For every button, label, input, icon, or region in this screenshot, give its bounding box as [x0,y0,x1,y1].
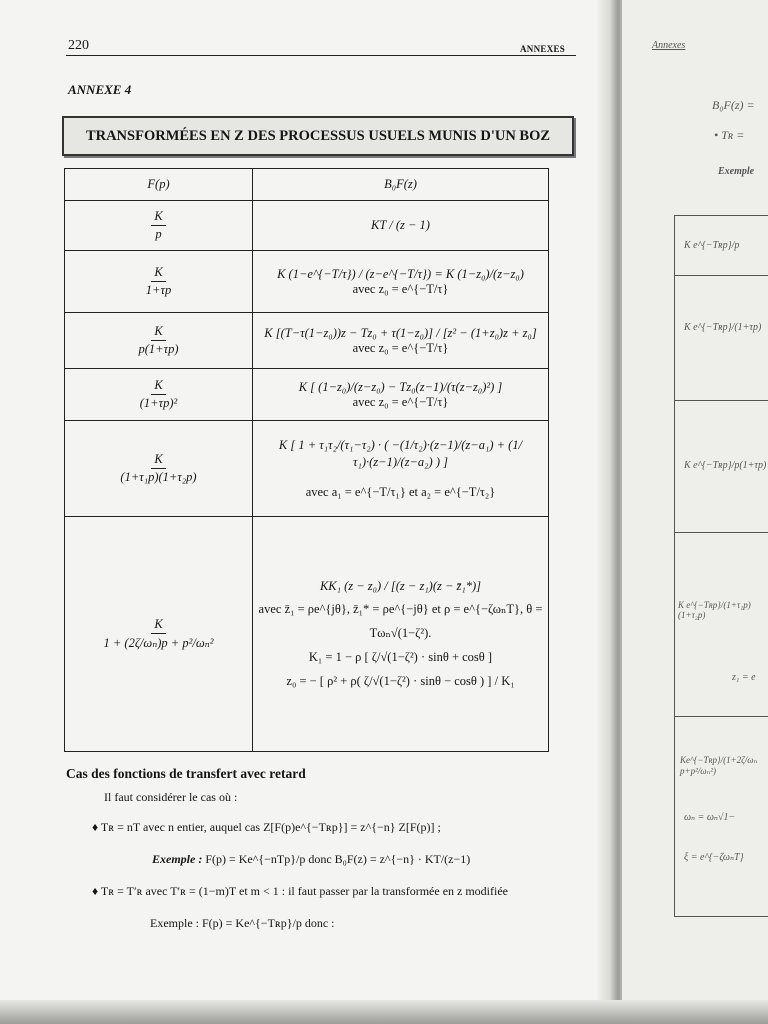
table-row: $\frac{K}{\text{(1+τp)²}}$ K [ (1−z₀)/(z−z₀) − Tz₀(z−1)/(τ(z−z₀)²) ] avec z₀ = e^{−T/τ} [65,369,549,421]
formula: KK₁ (z − z₀) / [(z − z₁)(z − z̄₁*)] [319,579,482,594]
right-formula: B₀F(z) = [712,98,755,112]
formula-note: avec z₀ = e^{−T/τ} [352,341,449,356]
right-note: ωₙ = ωₙ√1− [684,812,736,823]
formula: K (1−e^{−T/τ}) / (z−e^{−T/τ}) = K (1−z₀)/(z−z₀) [277,266,524,281]
section-heading: Cas des fonctions de transfert avec retard [66,766,306,781]
table-row: $\frac{K}{\text{1 + (2ζ/ωₙ)p + p²/ωₙ²}}$ KK₁ (z − z₀) / [(z − z₁)(z − z̄₁*)] avec z̄₁ = ρe^{jθ}, z̄₁* = ρe^{−jθ} et ρ = e^{−ζωₙT}, θ = Tωₙ√(1−ζ²). K₁ = 1 − ρ [ ζ/√(1−ζ²) · sinθ + cosθ ] z₀ = − [ ρ² + ρ( ζ/√(1−ζ²) · sinθ − cosθ ) ] / K₁ [65,517,549,752]
right-row-formula: Ke^{−Tʀp}/(1+2ζ/ωₙ p+p²/ωₙ²) [680,755,758,776]
formula: K [ 1 + τ₁τ₂/(τ₁−τ₂) · ( −(1/τ₂)·(z−1)/(z−a₁) + (1/τ₁)·(z−1)/(z−a₂) ) ] [278,437,523,469]
right-note: z₁ = e [732,672,756,683]
annex-label: ANNEXE 4 [68,82,132,97]
example-line: Exemple : F(p) = Ke^{−nTp}/p donc B₀F(z) = z^{−n} · KT/(z−1) [152,852,471,866]
right-bullet: • Tʀ = [714,128,745,142]
formula-line: avec z̄₁ = ρe^{jθ}, z̄₁* = ρe^{−jθ} et ρ = e^{−ζωₙT}, θ = Tωₙ√(1−ζ²). [258,602,543,641]
table-row: $\frac{K}{\text{(1+τ₁p)(1+τ₂p)}}$ K [ 1 + τ₁τ₂/(τ₁−τ₂) · ( −(1/τ₂)·(z−1)/(z−a₁) + (1/τ₁)·(z−1)/(z−a₂) ) ] avec a₁ = e^{−T/τ₁} et a₂ = e^{−T/τ₂} [65,421,549,517]
header-fp: F(p) [65,169,253,201]
page-title: TRANSFORMÉES EN Z DES PROCESSUS USUELS MUNIS D'UN BOZ [85,127,551,144]
right-row-formula: K e^{−Tʀp}/p(1+τp) [684,460,767,471]
right-table-rule [674,275,768,276]
right-table-rule [674,716,768,717]
right-table-rule [674,400,768,401]
right-row-formula: K e^{−Tʀp}/p [684,240,740,251]
formula-note: avec z₀ = e^{−T/τ} [352,282,449,297]
right-page [622,0,768,1024]
formula: K [(T−τ(1−z₀))z − Tz₀ + τ(1−z₀)] / [z² − (1+z₀)z + z₀] [264,325,537,340]
right-row-formula: K e^{−Tʀp}/(1+τ₁p)(1+τ₂p) [678,600,751,620]
running-header: ANNEXES [520,44,566,54]
list-item: ♦ Tʀ = T′ʀ avec T′ʀ = (1−m)T et m < 1 : il faut passer par la transformée en z modifiée [92,884,508,898]
right-row-formula: K e^{−Tʀp}/(1+τp) [684,322,762,333]
page-number: 220 [68,38,89,53]
table-row: $\frac{K}{p}$ KT / (z − 1) [65,201,549,251]
right-note: ξ = e^{−ζωₙT} [684,852,744,863]
formula-note: avec a₁ = e^{−T/τ₁} et a₂ = e^{−T/τ₂} [305,485,496,500]
table-row: $\frac{K}{p(1+\tau p)}$ K [(T−τ(1−z₀))z − Tz₀ + τ(1−z₀)] / [z² − (1+z₀)z + z₀] avec z₀ = e^{−T/τ} [65,313,549,369]
formula-line: K₁ = 1 − ρ [ ζ/√(1−ζ²) · sinθ + cosθ ] [308,649,493,664]
section-intro: Il faut considérer le cas où : [104,790,238,804]
page-bottom-shadow [0,1000,768,1024]
right-running-header: Annexes [652,40,686,51]
formula: KT / (z − 1) [371,218,430,233]
example-line: Exemple : F(p) = Ke^{−Tʀp}/p donc : [150,916,335,930]
transform-table [64,168,549,752]
header-boz: B₀F(z) [253,169,549,201]
formula-note: avec z₀ = e^{−T/τ} [352,395,449,410]
list-item: ♦ Tʀ = nT avec n entier, auquel cas Z[F(p)e^{−Tʀp}] = z^{−n} Z[F(p)] ; [92,820,441,834]
table-row: $\frac{K}{1+\tau p}$ K (1−e^{−T/τ}) / (z−e^{−T/τ}) = K (1−z₀)/(z−z₀) avec z₀ = e^{−T/τ} [65,251,549,313]
formula: K [ (1−z₀)/(z−z₀) − Tz₀(z−1)/(τ(z−z₀)²) ] [298,379,503,394]
title-box [62,116,574,156]
header-rule [66,55,576,56]
formula-line: z₀ = − [ ρ² + ρ( ζ/√(1−ζ²) · sinθ − cosθ ) ] / K₁ [286,673,515,688]
right-table-rule [674,532,768,533]
right-example: Exemple [718,166,755,177]
